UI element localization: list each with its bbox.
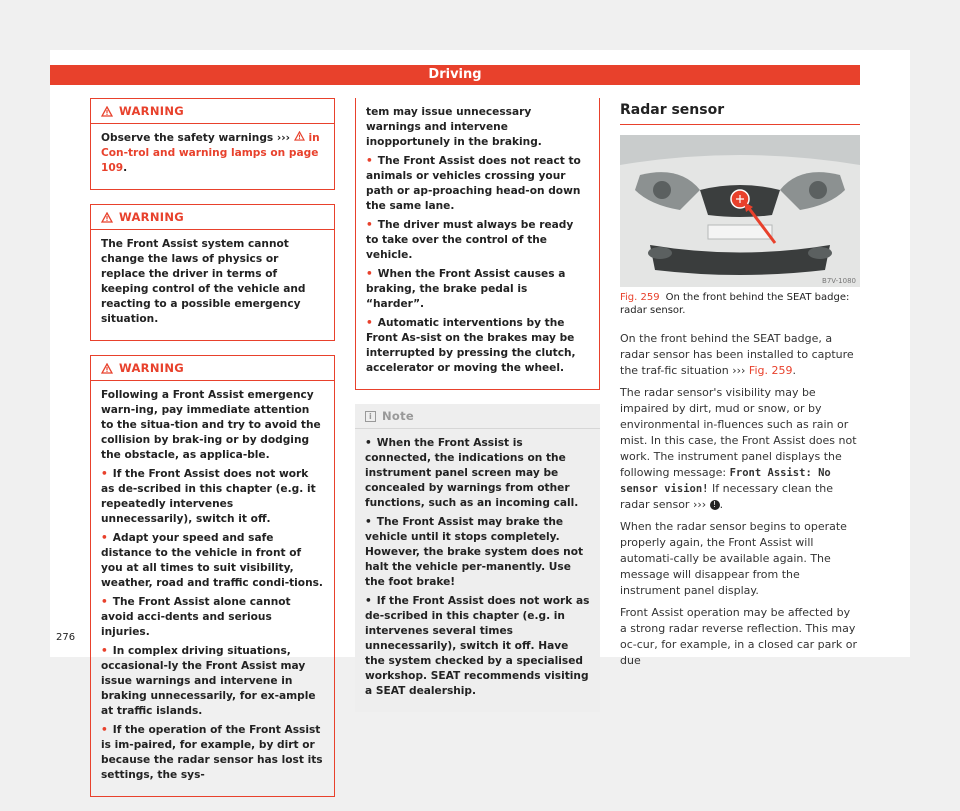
warning-triangle-icon	[101, 106, 113, 117]
note-bullet: • If the Front Assist does not work as de-scribed in this chapter (e.g. in intervenes several times unnecessarily), switch it off. Have the system checked by a specialised workshop. SEAT recommends visiting a SEAT dealership.	[365, 594, 590, 699]
bullet-item: • Automatic interventions by the Front As-sist on the brakes may be interrupted by pressing the clutch, accelerator or moving the wheel.	[366, 316, 589, 376]
caution-circle-icon[interactable]: !	[710, 500, 720, 510]
figure-number: Fig. 259	[620, 292, 660, 303]
bullet-item: • In complex driving situations, occasional-ly the Front Assist may issue warnings and intervene in braking unnecessarily, for ex-ample at traffic islands.	[101, 644, 324, 719]
panel-message: Front Assist: No sensor vision!	[620, 467, 831, 495]
figure-caption: Fig. 259 On the front behind the SEAT badge: radar sensor.	[620, 292, 850, 316]
bullet-item: • If the Front Assist does not work as de-scribed in this chapter (e.g. it repeatedly intervenes unnecessarily), switch it off.	[101, 467, 324, 527]
note-label: Note	[382, 409, 415, 423]
note-box	[355, 404, 600, 712]
bullet-item: • The Front Assist alone cannot avoid acci-dents and serious injuries.	[101, 595, 324, 640]
section-title: Radar sensor	[620, 98, 860, 125]
body-text: On the front behind the SEAT badge, a radar sensor has been installed to capture the traf-fic situation ››› Fig. 259. The radar sensor's visibility may be impaired by dirt, mud or snow, or by environmental in-fluences such as rain or mist. In this case, the Front Assist does not work. The instrument panel displays the following message: Front Assist: No sensor vision! If necessary clean the radar sensor ››› ! . When the radar sensor begins to operate properly again, the Front Assist will automati-cally be available again. The message will disappear from the instrument panel display. Front Assist operation may be affected by a strong radar reverse reflection. This may oc-cur, for example, in a closed car park or due	[620, 332, 857, 667]
figure-reference-link[interactable]: Fig. 259	[748, 364, 793, 377]
bullet-item: • The driver must always be ready to take over the control of the vehicle.	[366, 218, 589, 263]
note-bullet: • The Front Assist may brake the vehicle until it stops completely. However, the brake system does not halt the vehicle per-manently. Use the foot brake!	[365, 515, 590, 590]
warning-label: WARNING	[119, 361, 184, 375]
figure-code: B7V-1080	[822, 277, 856, 285]
warning-label: WARNING	[119, 210, 184, 224]
warning-box-1: WARNING Observe the safety warnings ››› in Con-trol and warning lamps on page 109.	[90, 98, 335, 190]
figure-car-front	[620, 135, 860, 287]
bullet-item: • Adapt your speed and safe distance to the vehicle in front of you at all times to suit visibility, weather, road and traffic condi-tions.	[101, 531, 324, 591]
car-front-illustration	[620, 135, 860, 287]
warning-box-3-continued	[355, 98, 600, 390]
bullet-item: • The Front Assist does not react to animals or vehicles crossing your path or ap-proaching head-on down the same lane.	[366, 154, 589, 214]
cross-reference-link[interactable]: in Con-trol and warning lamps on page 109	[101, 132, 320, 174]
warning-label: WARNING	[119, 104, 184, 118]
warning-text: The Front Assist system cannot change the laws of physics or replace the driver in terms of keeping control of the vehicle and reacting to a possible emergency situation.	[101, 238, 306, 325]
warning-triangle-icon	[101, 363, 113, 374]
bullet-item: • If the operation of the Front Assist is im-paired, for example, by dirt or because the radar sensor has lost its settings, the sys-	[101, 723, 324, 783]
note-bullet: • When the Front Assist is connected, the indications on the instrument panel screen may be concealed by warnings from other functions, such as an incoming call.	[365, 436, 590, 511]
section-header: Driving	[50, 65, 860, 85]
bullet-item: • When the Front Assist causes a braking, the brake pedal is “harder”.	[366, 267, 589, 312]
warning-triangle-icon	[101, 212, 113, 223]
warning-triangle-icon	[294, 131, 305, 141]
continued-text: tem may issue unnecessary warnings and intervene inopportunely in the braking.	[366, 106, 542, 148]
column-3	[620, 98, 860, 675]
info-icon: i	[365, 411, 376, 422]
page-number: 276	[56, 632, 76, 643]
warning-box-2	[90, 204, 335, 341]
column-1	[90, 98, 335, 811]
column-2	[355, 98, 600, 726]
warning-box-3	[90, 355, 335, 797]
warning-intro: Following a Front Assist emergency warn-ing, pay immediate attention to the situa-tion and try to avoid the collision by brak-ing or by dodging the obstacle, as applica-ble.	[101, 389, 321, 461]
